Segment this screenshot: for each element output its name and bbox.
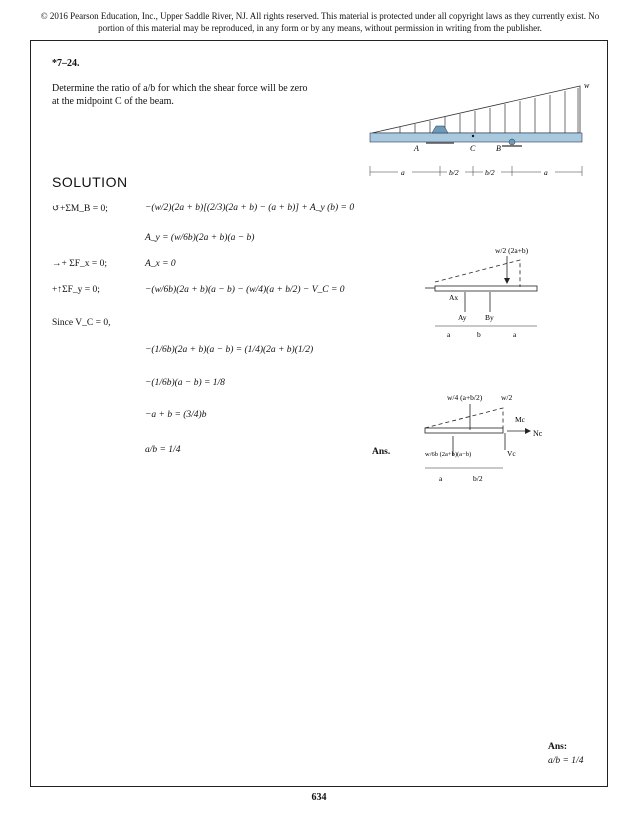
- answer-box-value: a/b = 1/4: [548, 756, 584, 766]
- label-b: B: [496, 144, 501, 153]
- sketch2-reaction: w/6b (2a+b)(a−b): [425, 451, 472, 458]
- ay-equation: A_y = (w/6b)(2a + b)(a − b): [145, 233, 255, 243]
- free-body-sketch-1: [425, 242, 565, 342]
- copyright-notice: © 2016 Pearson Education, Inc., Upper Saddle River, NJ. All rights reserved. This material is protected under all copyright laws as they currently exist. No portion of this material may be reproduced, in any form or by any means, without permission in writing from the publisher.: [40, 11, 600, 33]
- problem-statement: Determine the ratio of a/b for which the shear force will be zero at the midpoint C of the beam.: [52, 83, 308, 107]
- answer-box-label: Ans:: [548, 742, 568, 752]
- fy-label: +↑ΣF_y = 0;: [52, 285, 100, 295]
- distributed-load-triangle: [372, 86, 580, 133]
- ax-equation: A_x = 0: [145, 259, 176, 269]
- sketch2-load2: w/2: [501, 393, 513, 402]
- sketch1-a2: a: [513, 330, 517, 339]
- problem-number: *7–24.: [52, 58, 80, 69]
- moment-label: ↺+ΣM_B = 0;: [52, 204, 108, 214]
- sketch1-by: By: [485, 313, 494, 322]
- sketch2-nc: Nc: [533, 429, 543, 438]
- sketch2-mc: Mc: [515, 415, 525, 424]
- step3-equation: −a + b = (3/4)b: [145, 410, 207, 420]
- dim-b2-right: b/2: [485, 168, 495, 177]
- step4-equation: a/b = 1/4: [145, 445, 181, 455]
- sketch1-b: b: [477, 330, 481, 339]
- sketch1-a1: a: [447, 330, 451, 339]
- label-c: C: [470, 144, 476, 153]
- dim-a-right: a: [544, 168, 548, 177]
- sketch1-ay: Ay: [458, 313, 467, 322]
- sketch2-b2: b/2: [473, 474, 483, 483]
- sketch2-vc: Vc: [507, 449, 516, 458]
- solution-heading: SOLUTION: [52, 174, 128, 190]
- beam: [370, 133, 582, 142]
- load-label: w: [584, 81, 590, 90]
- dim-a-left: a: [401, 168, 405, 177]
- fy-equation: −(w/6b)(2a + b)(a − b) − (w/4)(a + b/2) − V_C = 0: [145, 285, 345, 295]
- label-a: A: [414, 144, 419, 153]
- sketch2-a: a: [439, 474, 443, 483]
- page-number: 634: [311, 792, 327, 803]
- moment-equation: −(w/2)(2a + b)[(2/3)(2a + b) − (a + b)] + A_y (b) = 0: [145, 203, 355, 213]
- sketch1-ax: Ax: [449, 293, 459, 302]
- support-b: [509, 139, 515, 145]
- since-label: Since V_C = 0,: [52, 318, 111, 328]
- dim-b2-left: b/2: [449, 168, 459, 177]
- load-arrows: [400, 88, 578, 133]
- sketch1-load: w/2 (2a+b): [495, 246, 529, 255]
- fx-label: →+ ΣF_x = 0;: [52, 259, 108, 269]
- step1-equation: −(1/6b)(2a + b)(a − b) = (1/4)(2a + b)(1/2): [145, 345, 314, 355]
- ans-label: Ans.: [372, 447, 391, 457]
- beam-figure: [360, 78, 600, 188]
- sketch2-load1: w/4 (a+b/2): [447, 393, 483, 402]
- support-a: [432, 126, 448, 133]
- step2-equation: −(1/6b)(a − b) = 1/8: [145, 378, 225, 388]
- free-body-sketch-2: [415, 388, 575, 488]
